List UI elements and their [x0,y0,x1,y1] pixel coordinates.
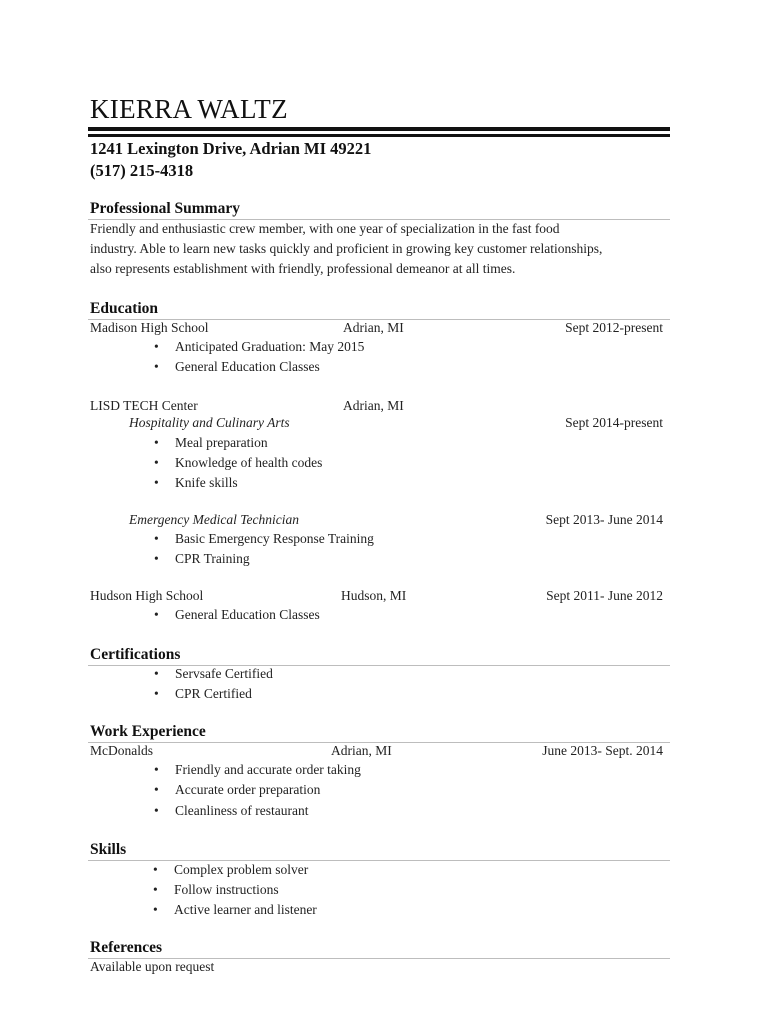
summary-paragraph [90,219,602,279]
section-heading-skills: Skills [90,841,127,858]
bullet-icon: • [154,339,159,354]
bullet-icon: • [154,803,159,818]
section-heading-summary: Professional Summary [90,200,240,217]
list-item: • Follow instructions [153,882,279,897]
program-dates: Sept 2014-present [565,415,663,430]
list-item: • Knowledge of health codes [154,455,323,470]
bullet-icon: • [153,882,158,897]
bullet-icon: • [154,607,159,622]
bullet-icon: • [154,762,159,777]
bullet-icon: • [154,359,159,374]
bullet-icon: • [154,475,159,490]
references-text: Available upon request [90,959,215,974]
list-item: • General Education Classes [154,359,320,374]
header-rule-thin [88,134,670,137]
bullet-icon: • [153,902,158,917]
summary-line: Friendly and enthusiastic crew member, with one year of specialization in the fast food [90,221,560,236]
candidate-name: KIERRA WALTZ [90,94,288,124]
bullet-icon: • [154,686,159,701]
program-dates: Sept 2013- June 2014 [545,512,663,527]
list-item: • Active learner and listener [153,902,317,917]
program-name: Emergency Medical Technician [129,512,299,527]
employment-dates: June 2013- Sept. 2014 [542,743,663,758]
school-name: LISD TECH Center [90,398,198,413]
list-item: • General Education Classes [154,607,320,622]
header-rule-thick [88,127,670,131]
section-divider [88,860,670,861]
section-heading-work: Work Experience [90,723,206,740]
bullet-icon: • [154,455,159,470]
list-item: • Servsafe Certified [154,666,273,681]
bullet-icon: • [154,666,159,681]
list-item: • Complex problem solver [153,862,309,877]
contact-address: 1241 Lexington Drive, Adrian MI 49221 [90,139,372,158]
list-item: • Knife skills [154,475,238,490]
school-location: Hudson, MI [341,588,407,603]
bullet-icon: • [154,782,159,797]
section-heading-references: References [90,939,163,956]
list-item: • Friendly and accurate order taking [154,762,361,777]
school-name: Hudson High School [90,588,204,603]
employer-location: Adrian, MI [331,743,392,758]
list-item: • Meal preparation [154,435,268,450]
summary-line: also represents establishment with friendly, professional demeanor at all times. [90,261,516,276]
school-location: Adrian, MI [343,398,404,413]
bullet-icon: • [154,551,159,566]
list-item: • Cleanliness of restaurant [154,803,309,818]
bullet-icon: • [154,435,159,450]
bullet-icon: • [153,862,158,877]
school-dates: Sept 2012-present [565,320,663,335]
program-name: Hospitality and Culinary Arts [129,415,290,430]
school-name: Madison High School [90,320,209,335]
section-heading-education: Education [90,300,159,317]
list-item: • CPR Training [154,551,250,566]
school-location: Adrian, MI [343,320,404,335]
bullet-icon: • [154,531,159,546]
summary-line: industry. Able to learn new tasks quickly and proficient in growing key customer relationships, [90,241,603,256]
list-item: • Basic Emergency Response Training [154,531,374,546]
section-heading-certifications: Certifications [90,646,181,663]
school-dates: Sept 2011- June 2012 [546,588,663,603]
list-item: • Accurate order preparation [154,782,321,797]
list-item: • Anticipated Graduation: May 2015 [154,339,365,354]
contact-phone: (517) 215-4318 [90,161,194,180]
list-item: • CPR Certified [154,686,252,701]
employer-name: McDonalds [90,743,153,758]
